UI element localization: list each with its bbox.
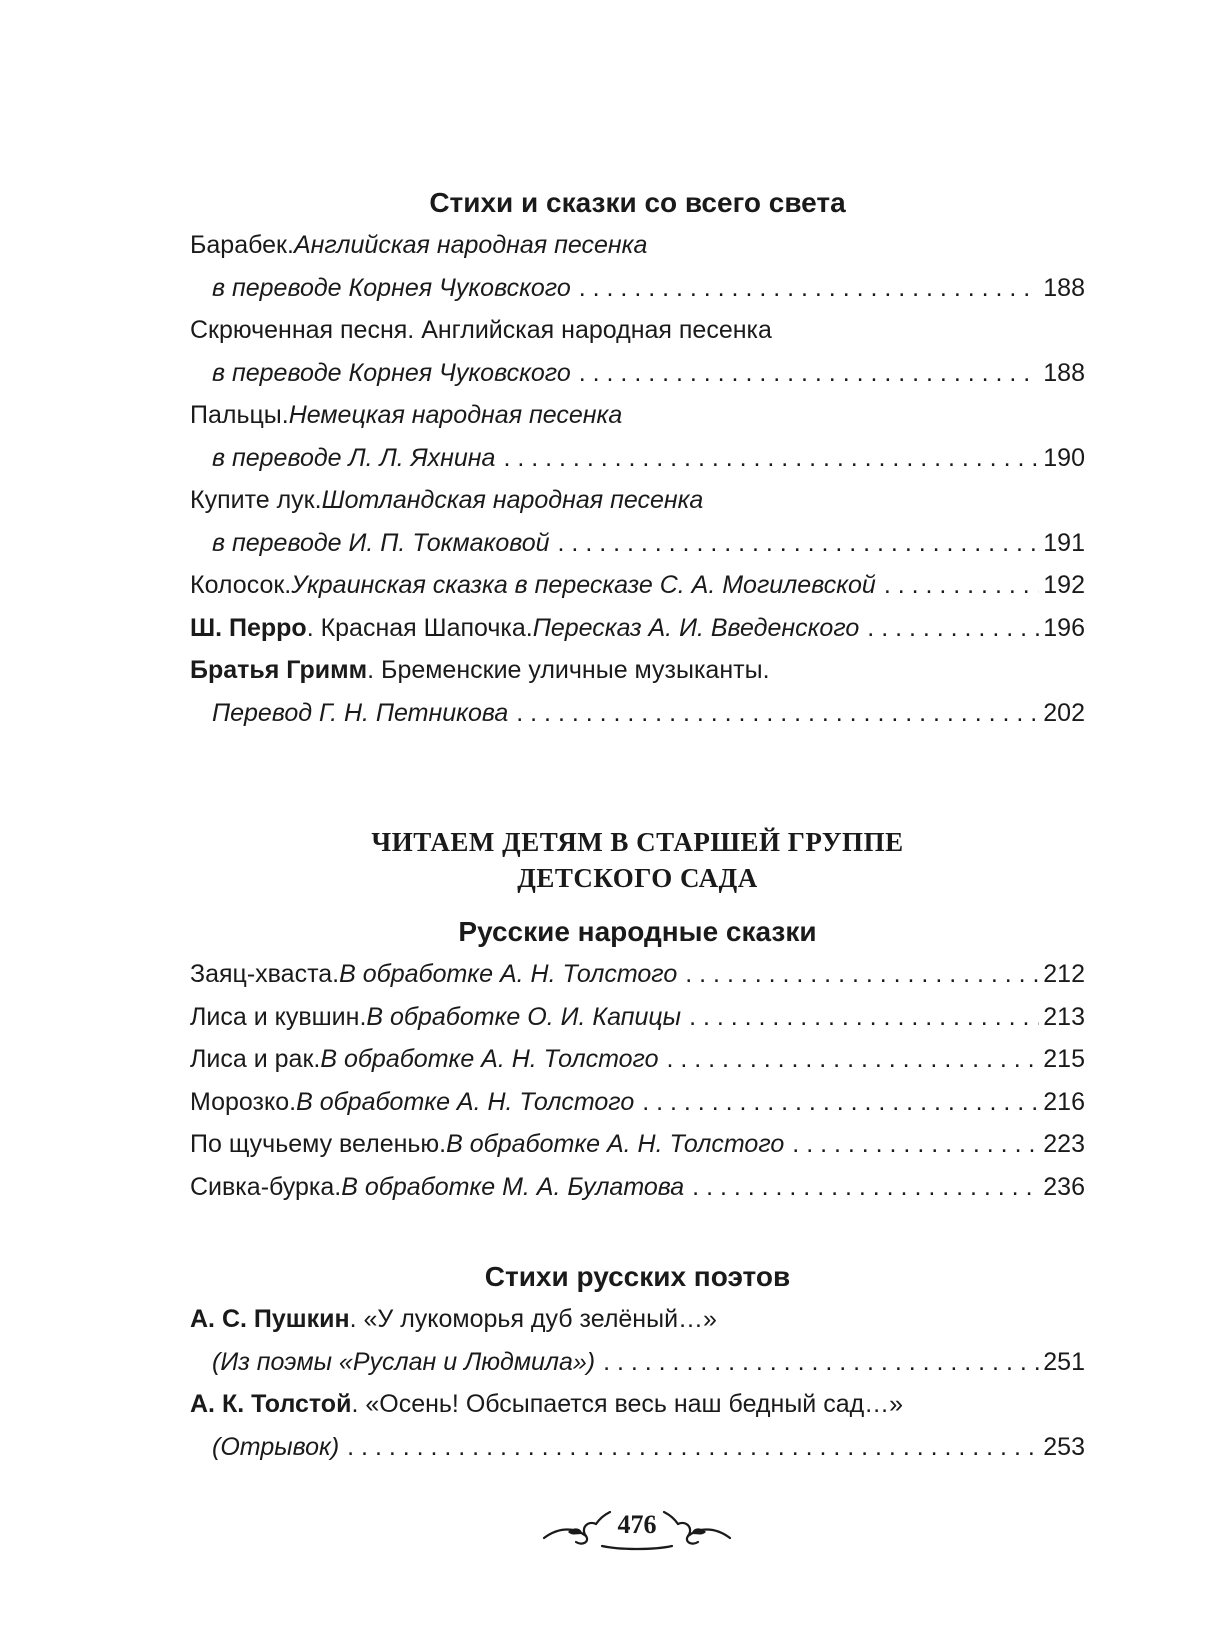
toc-line [190, 1081, 1085, 1124]
leader-dots [867, 607, 1039, 650]
entry-title: Лиса и кувшин. [190, 1002, 367, 1031]
entry-note: В обработке А. Н. Толстого [296, 1087, 635, 1116]
page-ref: 216 [1043, 1087, 1085, 1116]
entry-note: (Из поэмы «Руслан и Людмила») [212, 1347, 596, 1376]
entry-title: Барабек. [190, 231, 294, 259]
toc-line [190, 1166, 1085, 1209]
toc-line [190, 352, 1085, 395]
entry-note: В обработке О. И. Капицы [366, 1002, 682, 1031]
toc-line [190, 479, 1085, 522]
page-ref: 212 [1043, 960, 1085, 988]
page-ref: 213 [1043, 1002, 1085, 1031]
page-ref: 215 [1043, 1045, 1085, 1073]
entry-title: По щучьему веленью. [190, 1130, 447, 1158]
entry-note: В обработке А. Н. Толстого [320, 1045, 659, 1073]
entry-title: Колосок. [190, 571, 292, 599]
leader-dots [503, 437, 1039, 480]
page-ref: 223 [1043, 1130, 1085, 1158]
section-title: Стихи и сказки со всего света [429, 187, 846, 218]
entry-author: А. К. Толстой [190, 1390, 352, 1418]
entry-title: Скрюченная песня. Английская народная песенка [190, 316, 772, 344]
entry-title: Купите лук. [190, 486, 322, 514]
entry-title: Заяц-хваста. [190, 960, 340, 988]
entry-title: Лиса и рак. [190, 1045, 321, 1073]
part-title-line: ДЕТСКОГО САДА [517, 863, 758, 893]
page-ref: 188 [1043, 358, 1085, 387]
leader-dots [666, 1038, 1039, 1081]
entry-author: Братья Гримм [190, 656, 368, 684]
leader-dots [579, 267, 1040, 310]
toc-line [190, 1123, 1085, 1166]
toc-line [190, 996, 1085, 1039]
toc-line [190, 1341, 1085, 1384]
entry-note: Пересказ А. И. Введенского [532, 613, 860, 642]
entry-title: . Бременские уличные музыканты. [367, 656, 770, 684]
entry-note: Перевод Г. Н. Петникова [212, 698, 509, 727]
toc-section-poems [190, 1256, 1085, 1468]
toc-line [190, 267, 1085, 310]
page-ref: 202 [1043, 698, 1085, 727]
toc-line [190, 607, 1085, 650]
leader-dots [347, 1426, 1039, 1469]
entry-note: в переводе Корнея Чуковского [212, 358, 571, 387]
leader-dots [792, 1123, 1039, 1166]
toc-line [190, 1383, 1085, 1426]
entry-note: В обработке М. А. Булатова [341, 1172, 685, 1201]
leader-dots [692, 1166, 1039, 1209]
section-title: Русские народные сказки [458, 916, 817, 947]
toc-line [190, 692, 1085, 735]
toc-line [190, 394, 1085, 437]
page-ref: 191 [1043, 528, 1085, 557]
entry-title: . «Осень! Обсыпается весь наш бедный сад…» [351, 1390, 904, 1418]
toc-line [190, 309, 1085, 352]
page-ref: 236 [1043, 1172, 1085, 1201]
entry-note: В обработке А. Н. Толстого [446, 1130, 785, 1158]
toc-line [190, 953, 1085, 996]
entry-note: в переводе Л. Л. Яхнина [212, 443, 496, 472]
toc-line [190, 1038, 1085, 1081]
page-footer [540, 1498, 734, 1558]
entry-note: в переводе И. П. Токмаковой [212, 528, 550, 557]
toc-section-world [190, 182, 1085, 734]
page-ref: 192 [1043, 571, 1085, 599]
leader-dots [603, 1341, 1039, 1384]
entry-title: . Красная Шапочка. [306, 613, 533, 642]
toc-line [190, 1426, 1085, 1469]
toc-line [190, 224, 1085, 267]
toc-line [190, 1298, 1085, 1341]
entry-note: Шотландская народная песенка [321, 486, 704, 514]
leader-dots [558, 522, 1040, 565]
toc-line [190, 437, 1085, 480]
part-title-line: ЧИТАЕМ ДЕТЯМ В СТАРШЕЙ ГРУППЕ [371, 827, 904, 857]
page-ref: 251 [1043, 1347, 1085, 1376]
toc-line [190, 649, 1085, 692]
leader-dots [516, 692, 1039, 735]
leader-dots [689, 996, 1039, 1039]
leader-dots [579, 352, 1040, 395]
entry-author: А. С. Пушкин [190, 1305, 350, 1333]
page-ref: 196 [1043, 613, 1085, 642]
page-number: 476 [617, 1510, 657, 1539]
page-ref: 188 [1043, 273, 1085, 302]
entry-author: Ш. Перро [190, 613, 307, 642]
entry-title: Морозко. [190, 1087, 297, 1116]
entry-title: Сивка-бурка. [190, 1172, 342, 1201]
leader-dots [642, 1081, 1039, 1124]
section-title: Стихи русских поэтов [484, 1261, 791, 1292]
entry-note: (Отрывок) [212, 1432, 340, 1461]
toc-section-tales [190, 911, 1085, 1208]
entry-title: . «У лукоморья дуб зелёный…» [349, 1305, 717, 1333]
leader-dots [685, 953, 1039, 996]
entry-note: Английская народная песенка [293, 231, 648, 259]
leader-dots [884, 564, 1039, 607]
entry-note: в переводе Корнея Чуковского [212, 273, 571, 302]
toc-line [190, 522, 1085, 565]
entry-note: Украинская сказка в пересказе С. А. Могилевской [291, 571, 876, 599]
entry-note: Немецкая народная песенка [288, 401, 623, 429]
page-ref: 190 [1043, 443, 1085, 472]
part-heading [190, 824, 1085, 896]
entry-note: В обработке А. Н. Толстого [339, 960, 678, 988]
entry-title: Пальцы. [190, 401, 289, 429]
toc-line [190, 564, 1085, 607]
page-ref: 253 [1043, 1432, 1085, 1461]
